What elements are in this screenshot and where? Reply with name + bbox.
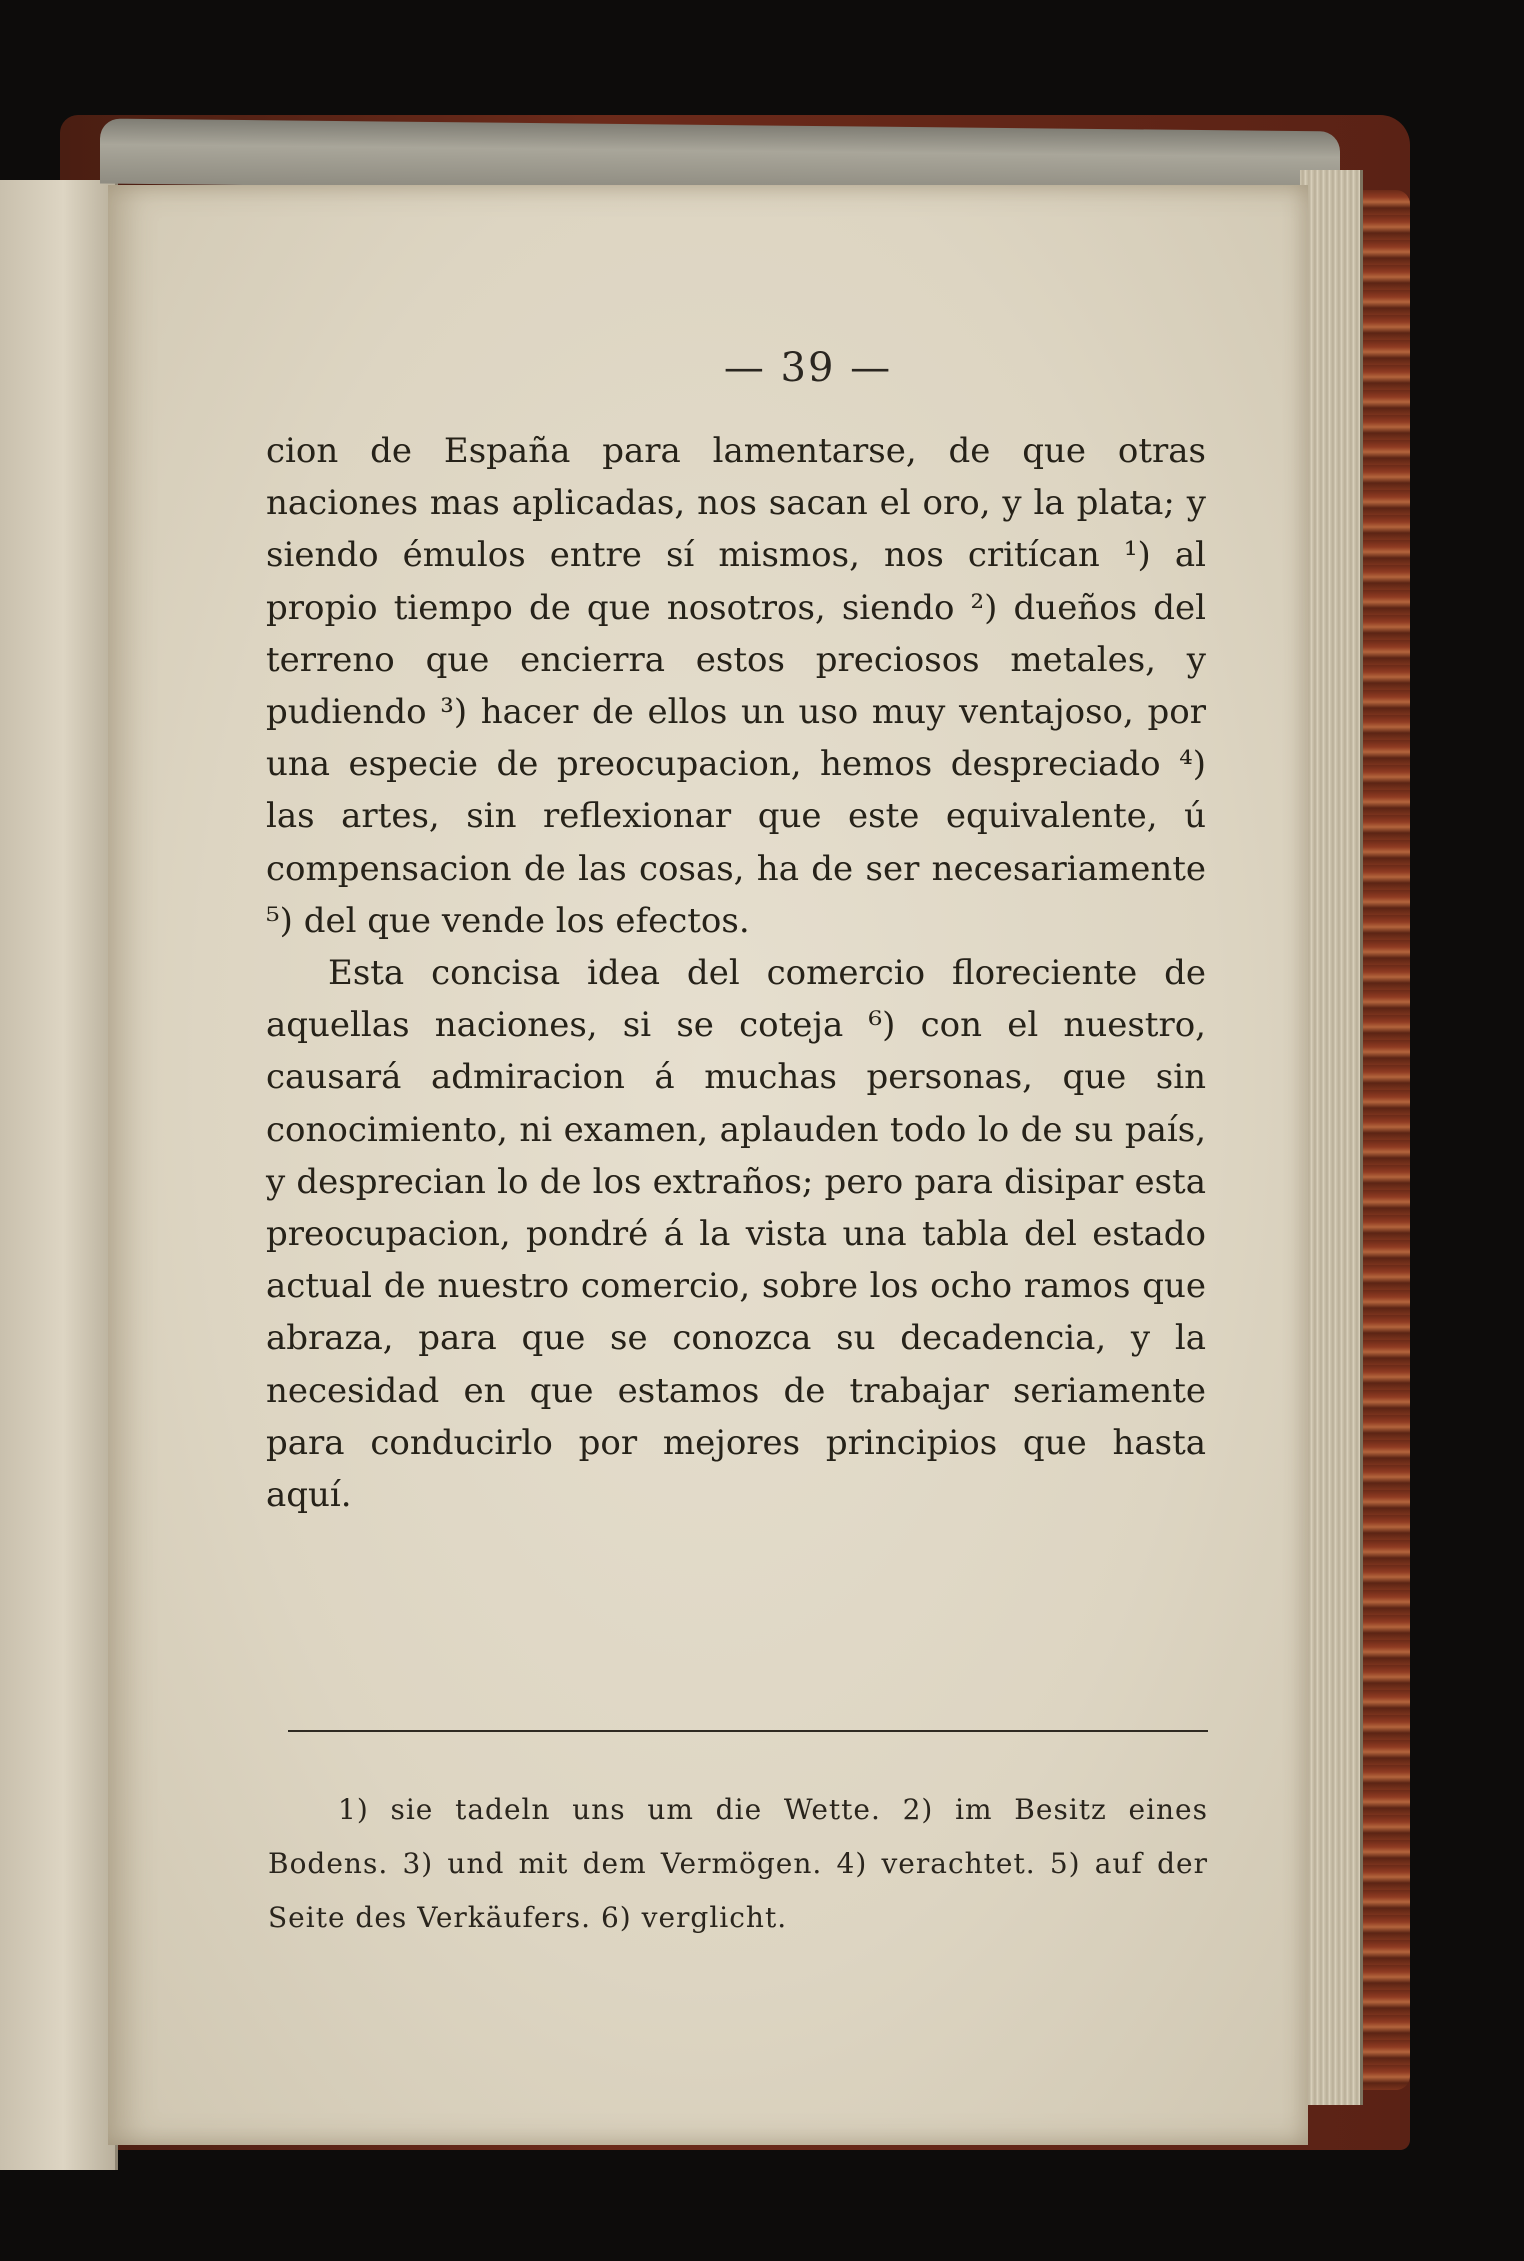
footnote-text: 1) sie tadeln uns um die Wette. 2) im Besitz eines Bodens. 3) und mit dem Vermögen. 4) verachtet. 5) auf der Seite des Verkäufers. 6) verglicht. xyxy=(268,1793,1208,1934)
book-page xyxy=(108,185,1308,2145)
page-number: — 39 — xyxy=(723,345,893,391)
paragraph-2: Esta concisa idea del comercio floreciente de aquellas naciones, si se coteja ⁶) con el nuestro, causará admiracion á muchas personas, que sin conocimiento, ni examen, aplauden todo lo de su país, y desprecian lo de los extraños; pero para disipar esta preocupacion, pondré á la vista una tabla del estado actual de nuestro comercio, sobre los ocho ramos que abraza, para que se conozca su decadencia, y la necesidad en que estamos de trabajar seriamente para conducirlo por mejores principios que hasta aquí. xyxy=(266,953,1206,1516)
page-fore-edge xyxy=(1300,170,1363,2105)
footnote-divider xyxy=(288,1730,1208,1732)
body-text xyxy=(266,425,1206,1521)
previous-page-edge xyxy=(0,180,118,2170)
marbled-edge xyxy=(1355,190,1410,2090)
footnotes xyxy=(268,1783,1208,1945)
paragraph-1: cion de España para lamentarse, de que otras naciones mas aplicadas, nos sacan el oro, y la plata; y siendo émulos entre sí mismos, nos critícan ¹) al propio tiempo de que nosotros, siendo ²) dueños del terreno que encierra estos preciosos metales, y pudiendo ³) hacer de ellos un uso muy ventajoso, por una especie de preocupacion, hemos despreciado ⁴) las artes, sin reflexionar que este equivalente, ú compensacion de las cosas, ha de ser necesariamente ⁵) del que vende los efectos. xyxy=(266,431,1206,941)
